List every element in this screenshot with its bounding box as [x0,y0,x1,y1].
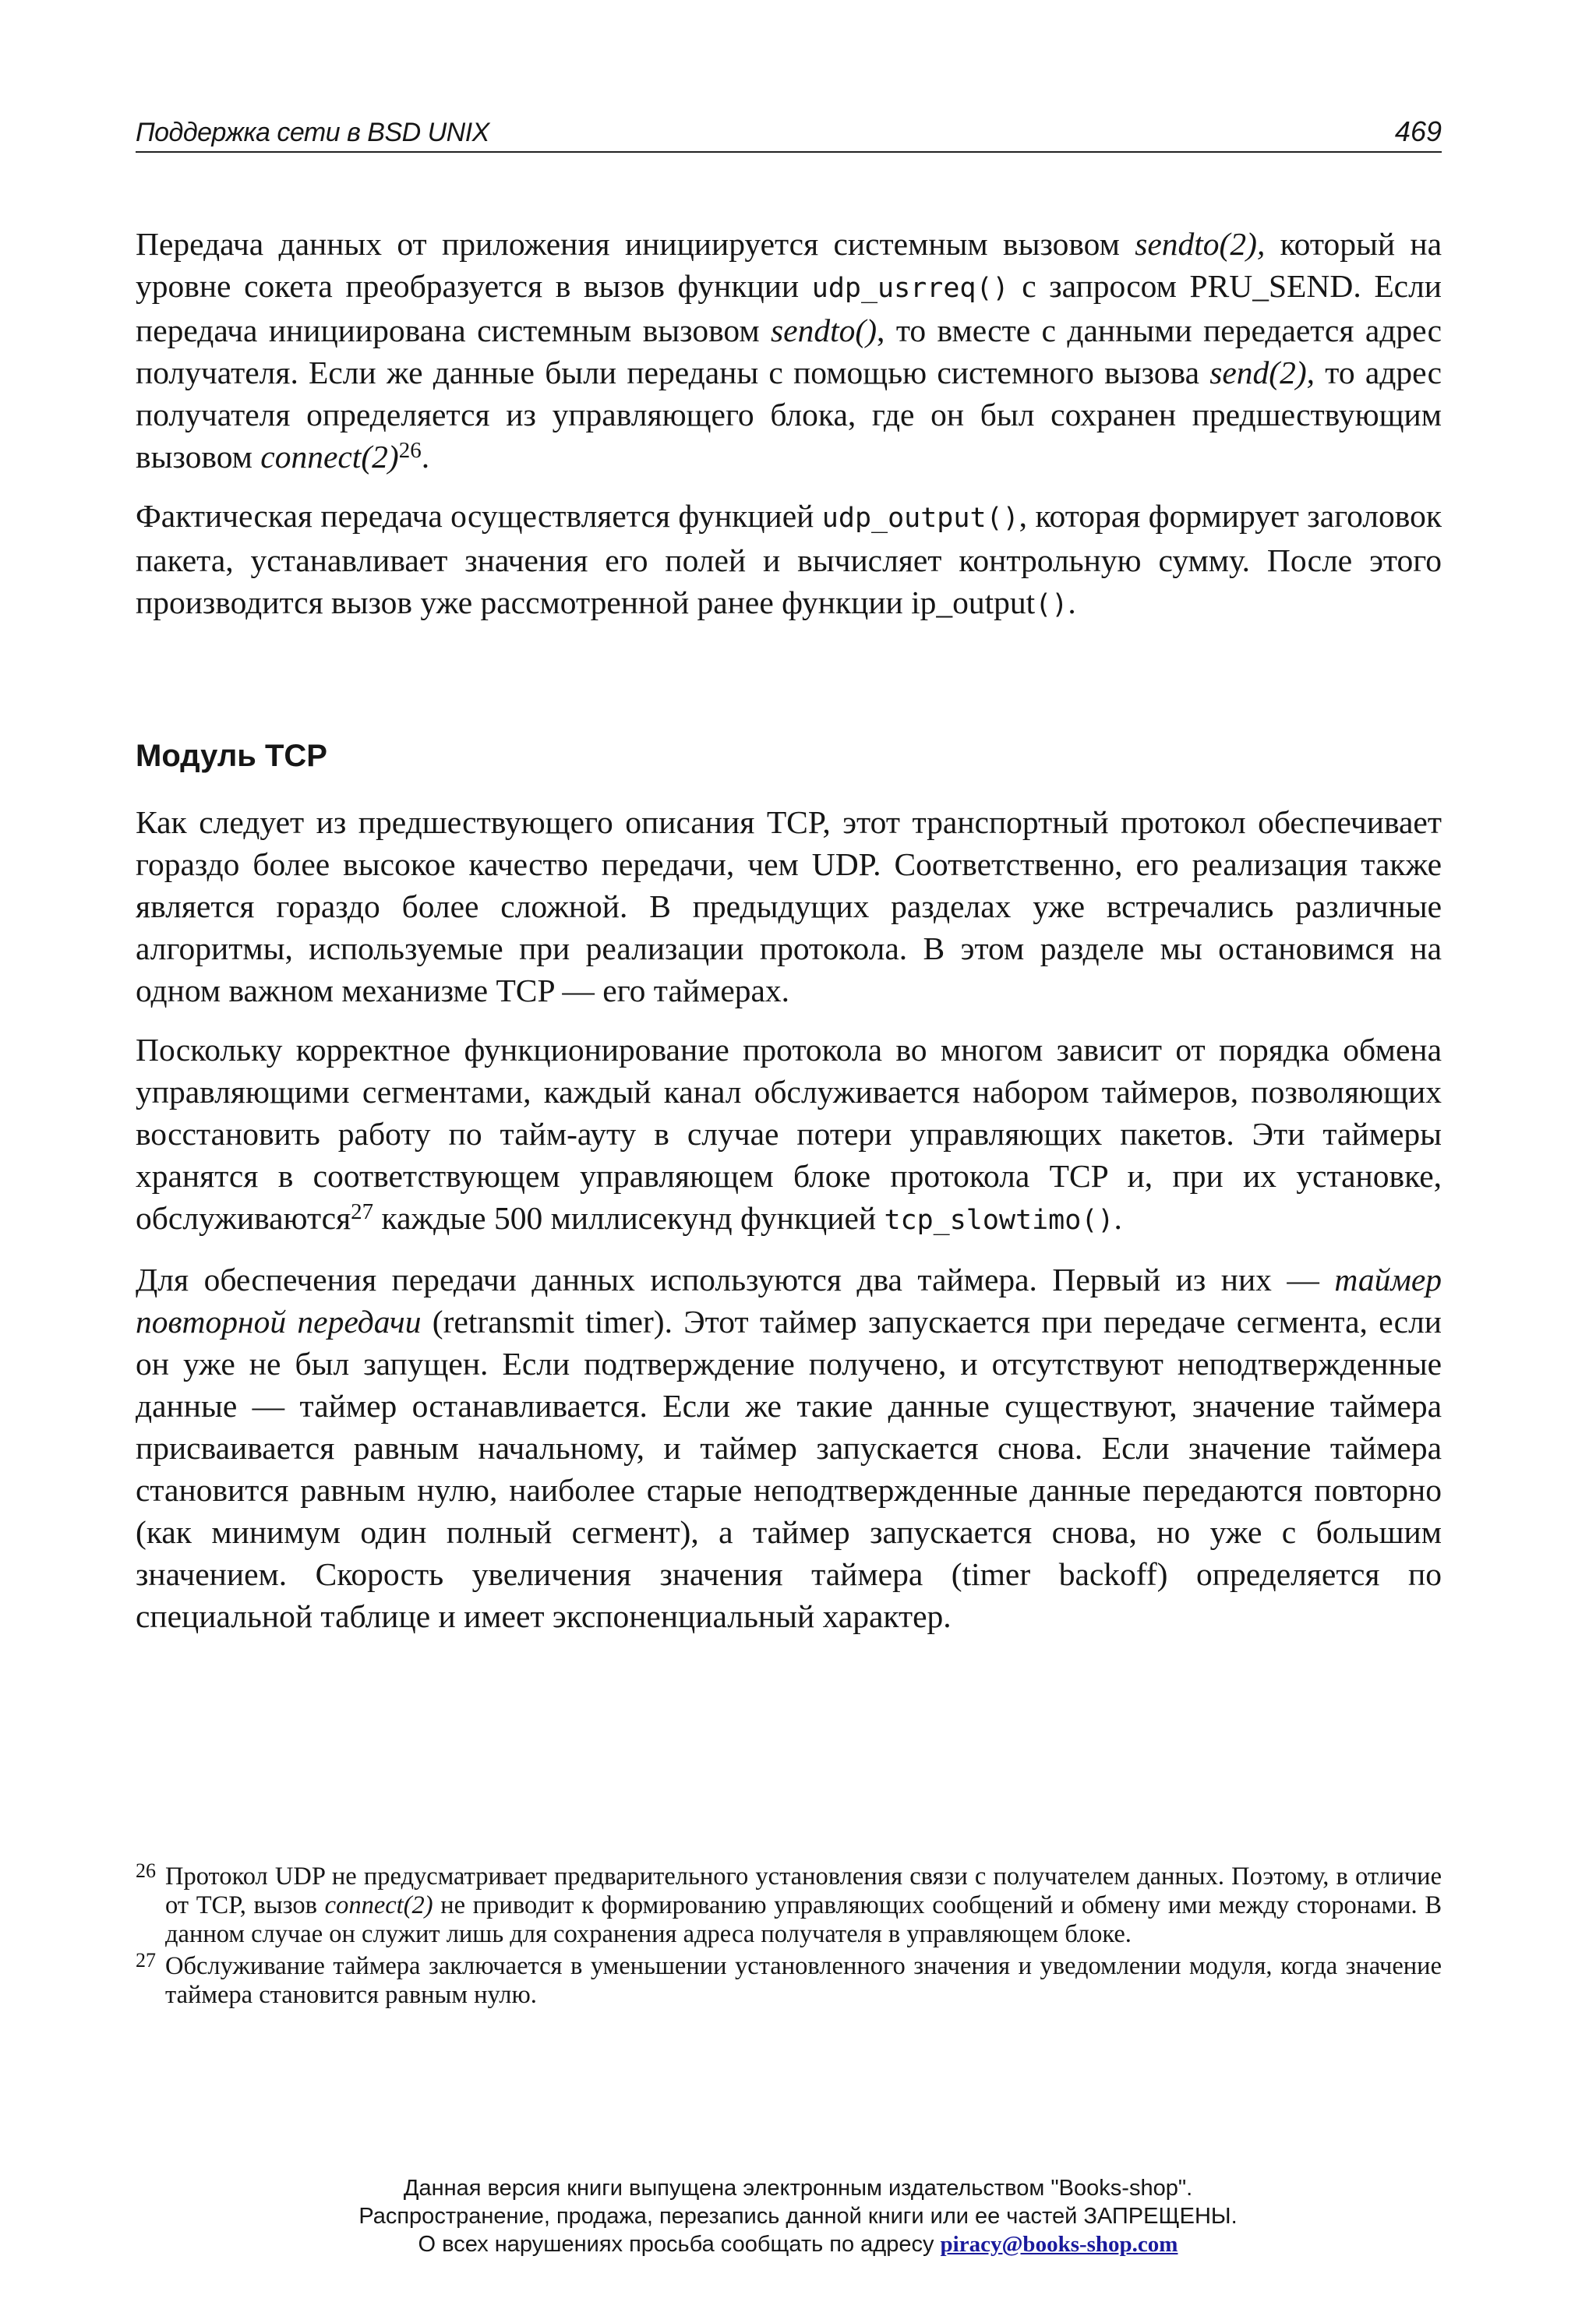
text-run: не приводит к формированию управляющих сообщений и обмену ими между сторонами. В данном случае он служит лишь для сохранения адреса получателя в управляющем блоке. [165,1891,1442,1948]
paragraph-tcp-intro: Как следует из предшествующего описания TCP, этот транспортный протокол обеспечивает гораздо более высокое качество передачи, чем UDP. Соответственно, его реализация также является гораздо более сложной. В предыдущих разделах уже встречались различные алгоритмы, используемые при реализации протокола. В этом разделе мы остановимся на одном важном механизме TCP — его таймерах. [136,804,1442,1008]
footnote-number: 27 [136,1949,156,1972]
text-run: Обслуживание таймера заключается в уменьшении установленного значения и уведомлении модуля, когда значение таймера становится равным нулю. [165,1952,1442,2009]
function-ref: sendto(2), [1135,226,1266,262]
notice-line [0,2230,1596,2258]
running-title: Поддержка сети в BSD UNIX [136,118,489,147]
text-run: который на уровне сокета преобразуется в вызов функции [136,226,1442,304]
text-run: Для обеспечения передачи данных используются два таймера. Первый из них — [136,1262,1335,1298]
function-ref: send(2), [1209,355,1315,390]
text-run: каждые 500 миллисекунд функцией [373,1200,885,1236]
footnote-26 [136,1859,1442,1949]
paragraph-udp-send [136,223,1442,478]
text-run: . [421,439,430,475]
code-ref: () [1035,589,1068,620]
email-link[interactable]: piracy@books-shop.com [940,2232,1178,2257]
text-run: . [1068,584,1076,620]
running-header [136,117,1442,153]
code-ref: tcp_slowtimo() [884,1205,1114,1236]
code-ref: udp_output() [821,503,1019,534]
code-ref: udp_usrreq() [811,273,1009,304]
footnote-ref-26[interactable]: 26 [398,438,422,463]
text-run: с запросом PRU_SEND. Если передача инициирована системным вызовом [136,268,1442,348]
text-run: Поскольку корректное функционирование протокола во многом зависит от порядка обмена управляющими сегментами, каждый канал обслуживается набором таймеров, позволяющих восстановить работу по тайм-ауту в случае потери управляющих пакетов. Эти таймеры хранятся в соответствующем управляющем блоке протокола TCP и, при их установке, обслуживаются [136,1032,1442,1236]
footnote-27 [136,1949,1442,2010]
text-run: Фактическая передача осуществляется функцией [136,498,822,534]
page-number: 469 [1394,115,1442,147]
text-run: Передача данных от приложения инициируется системным вызовом [136,226,1135,262]
text-run: , то вместе с данными передается адрес получателя. Если же данные были переданы с помощью системного вызова [136,312,1442,390]
text-run: , которая формирует заголовок пакета, устанавливает значения его полей и вычисляет контрольную сумму. После этого производится вызов уже рассмотренной ранее функции ip_output [136,498,1442,620]
paragraph-retransmit-timer [136,1259,1442,1637]
footnote-number: 26 [136,1859,156,1882]
notice-line: Данная версия книги выпущена электронным издательством "Books-shop". [403,2176,1193,2201]
function-ref: connect(2) [260,439,399,475]
footnotes [136,1859,1442,2013]
function-ref: connect(2) [324,1891,433,1919]
footnote-ref-27[interactable]: 27 [351,1199,374,1224]
text-run: Протокол UDP не предусматривает предварительного установления связи с получателем данных. Поэтому, в отличие от TCP, вызов [165,1862,1442,1919]
text-run: то адрес получателя определяется из управляющего блока, где он был сохранен предшествующим вызовом [136,355,1442,475]
paragraph-tcp-timers [136,1029,1442,1241]
function-ref: sendto() [771,312,877,348]
notice-line: Распространение, продажа, перезапись данной книги или ее частей ЗАПРЕЩЕНЫ. [358,2204,1238,2229]
publisher-notice [0,2174,1596,2258]
section-heading: Модуль TCP [136,739,327,773]
intro-text [136,223,1442,626]
text-run: . [1114,1200,1122,1236]
text-run: О всех нарушениях просьба сообщать по адресу [418,2232,941,2257]
text-run: (retransmit timer). Этот таймер запускается при передаче сегмента, если он уже не был запущен. Если подтверждение получено, и отсутствуют неподтвержденные данные — таймер останавливается. Если же такие данные существуют, значение таймера присваивается равным начальному, и таймер запускается снова. Если значение таймера становится равным нулю, наиболее старые неподтвержденные данные передаются повторно (как минимум один полный сегмент), а таймер запускается снова, но уже с большим значением. Скорость увеличения значения таймера (timer backoff) определяется по специальной таблице и имеет экспоненциальный характер. [136,1304,1442,1634]
tcp-section-text [136,801,1442,1637]
term-emphasis: таймер повторной передачи [136,1262,1442,1340]
paragraph-udp-output [136,495,1442,626]
